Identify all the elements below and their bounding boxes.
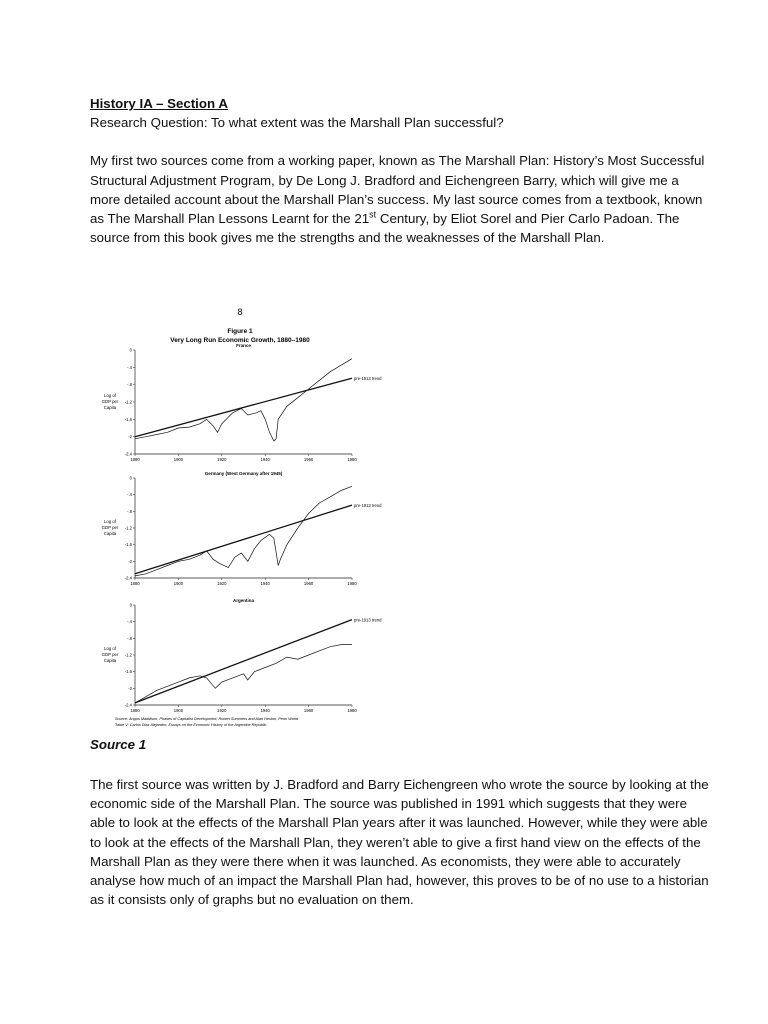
y-tick-label: -.4 (127, 492, 132, 498)
x-tick-label: 1940 (260, 457, 270, 462)
x-tick-label: 1940 (260, 708, 270, 713)
x-tick-label: 1960 (303, 708, 314, 713)
figure-label: Figure 1 (227, 328, 253, 335)
page-number: 8 (237, 307, 243, 317)
y-axis-label: Log of (104, 519, 116, 524)
y-tick-label: 0 (129, 347, 132, 353)
x-tick-label: 1960 (303, 581, 314, 586)
intro-text-2: Century, by Eliot Sorel and Pier Carlo Padoan. The source from this book gives me the strengths and the weaknesses of the Marshall Plan. (90, 211, 680, 246)
y-axis-label: Log of (104, 646, 116, 651)
figure-source-note-1: Source: Angus Maddison, Phases of Capitalist Development; Robert Summers and Alan Heston, Penn World (115, 717, 299, 721)
document-text (90, 94, 710, 247)
trend-line (135, 378, 352, 437)
y-axis-label: Capita (103, 404, 117, 410)
y-axis-label: GDP per (101, 525, 119, 530)
chart-title: Germany (West Germany after 1945) (204, 471, 283, 476)
gdp-series-line (135, 645, 352, 703)
y-tick-label: 0 (129, 602, 132, 608)
x-tick-label: 1940 (260, 581, 270, 586)
figure-source-note-2: Table V; Carlos Diaz Alejandro, Essays on the Economic History of the Argentine Republic. (115, 723, 268, 727)
research-question: Research Question: To what extent was the Marshall Plan successful? (90, 115, 504, 131)
gdp-series-line (135, 359, 352, 441)
source-1-paragraph: The first source was written by J. Bradford and Barry Eichengreen who wrote the source by looking at the economic side of the Marshall Plan. The source was published in 1991 which suggests that they were able to look at the effects of the Marshall Plan years after it was launched. However, while they were able to look at the effects of the Marshall Plan, they weren’t able to give a first hand view on the effects of the Marshall Plan as they were there when it was launched. As economists, they were able to accurately analyse how much of an impact the Marshall Plan had, however, this proves to be of no use to a historian as it consists only of graphs but no evaluation on them. (90, 777, 709, 908)
y-tick-label: -2 (128, 685, 132, 691)
y-tick-label: -2.4 (124, 702, 132, 708)
x-tick-label: 1920 (217, 708, 227, 713)
y-axis-label: GDP per (101, 398, 119, 404)
figure-title: Very Long Run Economic Growth, 1880–1980 (170, 337, 310, 344)
y-tick-label: -.8 (127, 382, 132, 388)
trend-label: pre-1913 trend (354, 503, 382, 509)
y-tick-label: -.8 (127, 508, 132, 514)
y-tick-label: -.4 (127, 364, 132, 370)
y-tick-label: -2.4 (124, 575, 132, 581)
y-axis-label: GDP per (101, 652, 119, 657)
x-tick-label: 1920 (217, 457, 227, 462)
y-tick-label: -2 (128, 434, 132, 440)
trend-line (135, 620, 352, 703)
chart-title: Argentina (232, 598, 255, 603)
chart-panel-2 (102, 598, 382, 713)
x-tick-label: 1980 (347, 581, 357, 586)
y-tick-label: -1.2 (124, 525, 132, 531)
x-tick-label: 1900 (173, 708, 184, 713)
trend-label: pre-1913 trend (354, 376, 382, 382)
source-1-label: Source 1 (90, 737, 147, 752)
y-tick-label: -1.2 (124, 399, 132, 405)
gdp-series-line (135, 486, 352, 576)
y-tick-label: -2.4 (124, 451, 132, 457)
figure-svg (90, 300, 420, 736)
y-axis-label: Capita (103, 658, 117, 663)
y-tick-label: -1.6 (124, 669, 132, 675)
x-tick-label: 1900 (173, 581, 184, 586)
trend-line (135, 505, 352, 574)
x-tick-label: 1880 (130, 457, 140, 462)
y-tick-label: -1.2 (124, 652, 132, 658)
y-tick-label: -1.6 (124, 416, 132, 422)
x-tick-label: 1960 (303, 457, 314, 462)
trend-label: pre-1913 trend (354, 617, 382, 623)
x-tick-label: 1880 (130, 581, 140, 586)
chart-panel-0 (102, 343, 382, 462)
chart-title: France (236, 343, 251, 348)
x-tick-label: 1920 (217, 581, 227, 586)
y-tick-label: -1.6 (124, 542, 132, 548)
y-axis-label: Log of (104, 392, 116, 398)
x-tick-label: 1980 (347, 457, 357, 462)
chart-panel-1 (102, 471, 382, 586)
x-tick-label: 1900 (173, 457, 184, 462)
y-tick-label: -2 (128, 558, 132, 564)
figure-scan (90, 300, 420, 736)
x-tick-label: 1980 (347, 708, 357, 713)
section-heading: History IA – Section A (90, 96, 228, 111)
intro-text-1: My first two sources come from a working paper, known as The Marshall Plan: History’s Most Successful Structural Adjustment Program, by De Long J. Bradford and Eichengreen Barry, which will give me a more detailed account about the Marshall Plan’s success. My last source comes from a textbook, known as The Marshall Plan Lessons Learnt for the 21 (90, 153, 705, 227)
y-axis-label: Capita (103, 531, 117, 536)
y-tick-label: 0 (129, 475, 132, 481)
y-tick-label: -.4 (127, 619, 132, 625)
x-tick-label: 1880 (130, 708, 140, 713)
ordinal-suffix: st (369, 209, 377, 220)
y-tick-label: -.8 (127, 635, 132, 641)
intro-paragraph (90, 151, 710, 247)
